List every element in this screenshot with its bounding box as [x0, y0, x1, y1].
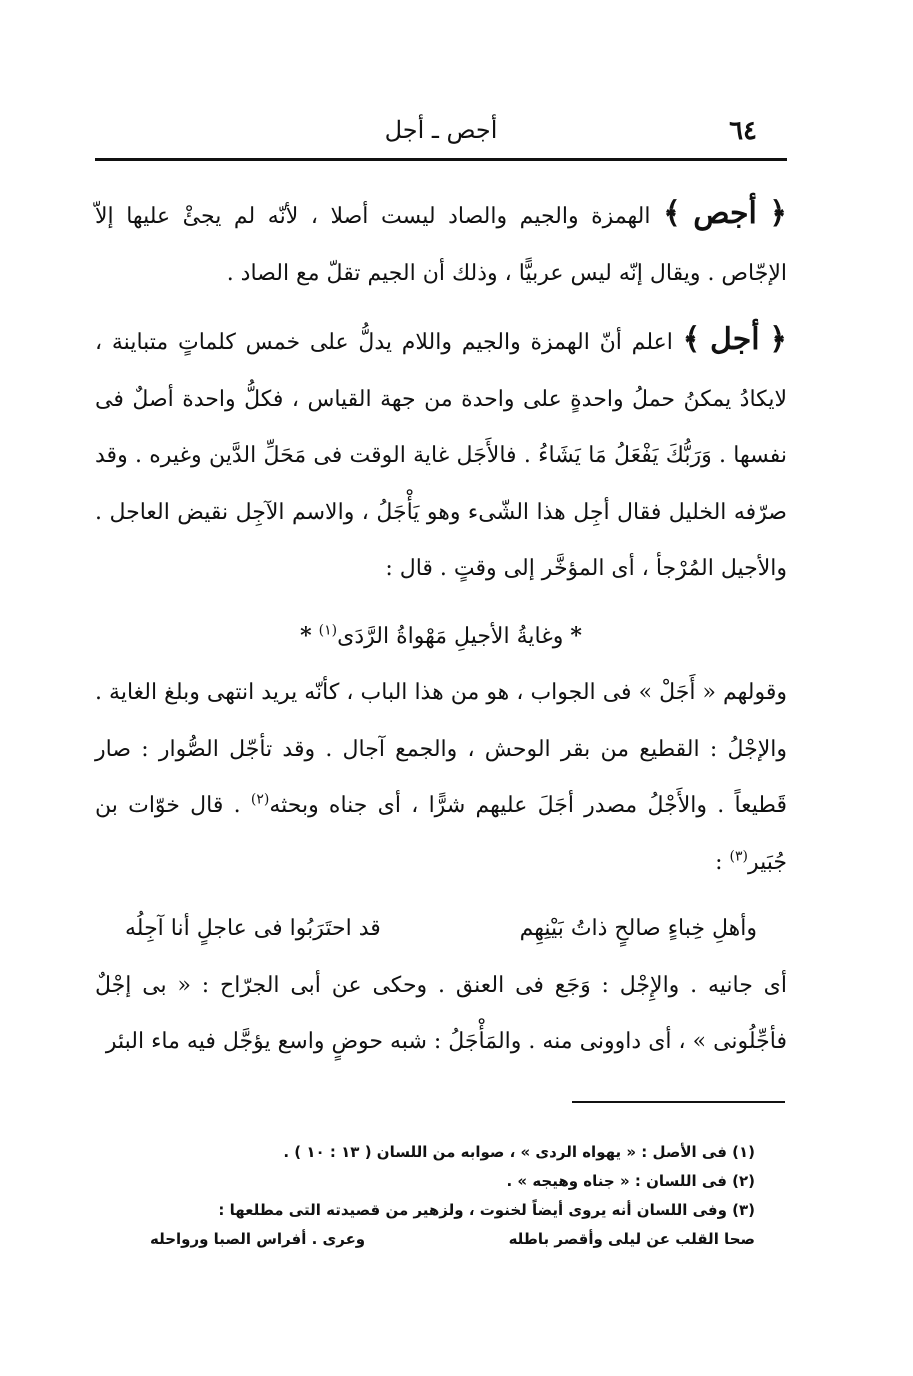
page-number: ٦٤ [729, 116, 757, 146]
close-bracket: ﴾ [682, 322, 701, 357]
paragraph-colon: : [715, 849, 723, 875]
footnote-1: (١) فى الأصل : « يهواه الردى » ، صوابه من اللسان ( ١٣ : ١٠ ) . [283, 1143, 755, 1161]
close-bracket: ﴾ [663, 196, 681, 231]
open-bracket: ﴿ [769, 196, 787, 231]
running-title: أجص ـ أجل [384, 116, 498, 144]
footnote-rule [572, 1101, 785, 1103]
hemistich-left: قد احتَرَبُوا فى عاجلٍ أنا آجِلُه [125, 916, 381, 941]
verse-line [95, 608, 787, 666]
poem-line [95, 901, 787, 958]
verse-text: وغايةُ الأجيلِ مَهْواةُ الرَّدَى [337, 623, 564, 649]
footnote-ref-2: (٢) [250, 791, 270, 808]
entry-ajl [95, 312, 787, 598]
footnote-hemistich-right: صحا القلب عن ليلى وأقصر باطله [508, 1230, 755, 1248]
verse-star-close: * [300, 622, 312, 649]
paragraph-text: أى جانيه . والإِجْل : وَجَع فى العنق . وحكى عن أبى الجرّاح : « بى إجْلٌ فأجِّلُونى » ، أى داوونى منه . والمَأْجَلُ : شبه حوضٍ واسع يؤجَّل فيه ماء البئر [95, 972, 787, 1054]
footnote-ref-3: (٣) [729, 848, 748, 865]
paragraph-tail: . قال خوّات بن جُبَير [95, 793, 787, 875]
paragraph-ajal-answer [95, 665, 787, 891]
paragraph-text: وقولهم « أَجَلْ » فى الجواب ، هو من هذا الباب ، كأنّه يريد انتهى وبلغ الغاية . والإجْلُ : القطيع من بقر الوحش ، والجمع آجال . وقد تأجّل الصُّوار : صار قَطيعاً . والأَجْلُ مصدر أجَلَ عليهم شرًّا ، أى جناه وبحثه [95, 680, 787, 818]
header-rule [95, 158, 787, 161]
footnote-poem-line [150, 1225, 755, 1254]
verse-star-open: * [570, 622, 582, 649]
entry-text: الهمزة والجيم والصاد ليست أصلا ، لأنّه لم يجئْ عليها إلاّ الإجّاص . ويقال إنّه ليس عربيًّا ، وذلك أن الجيم تقلّ مع الصاد . [95, 204, 787, 286]
footnote-3: (٣) وفى اللسان أنه يروى أيضاً لخنوت ، ولزهير من قصيدته التى مطلعها : [218, 1201, 755, 1219]
footnote-2: (٢) فى اللسان : « جناه وهيجه » . [506, 1172, 755, 1190]
hemistich-right: وأهلِ خِباءٍ صالحٍ ذاتُ بَيْنِهِم [519, 916, 757, 941]
headword: أجل [710, 322, 760, 357]
headword: أجص [693, 196, 757, 231]
footnotes [150, 1138, 755, 1254]
main-text [95, 186, 787, 1081]
page-header [95, 112, 787, 154]
footnote-ref-1: (١) [318, 622, 338, 639]
footnote-hemistich-left: وعرى . أفراس الصبا ورواحله [150, 1230, 366, 1248]
entry-ajs [95, 186, 787, 302]
entry-text: اعلم أنّ الهمزة والجيم واللام يدلُّ على خمس كلماتٍ متباينة ، لايكادُ يمكنُ حملُ واحدةٍ على واحدة من جهة القياس ، فكلُّ واحدة أصلٌ فى نفسها . وَرَبُّكَ يَفْعَلُ مَا يَشَاءُ . فالأَجَل غاية الوقت فى مَحَلِّ الدَّين وغيره . وقد صرّفه الخليل فقال أجِل هذا الشّىء وهو يَأْجَلُ ، والاسم الآجِل نقيض العاجل . والأجيل المُرْجأ ، أى المؤخَّر إلى وقتٍ . قال : [95, 330, 787, 581]
paragraph-ijl [95, 958, 787, 1071]
open-bracket: ﴿ [769, 322, 787, 357]
